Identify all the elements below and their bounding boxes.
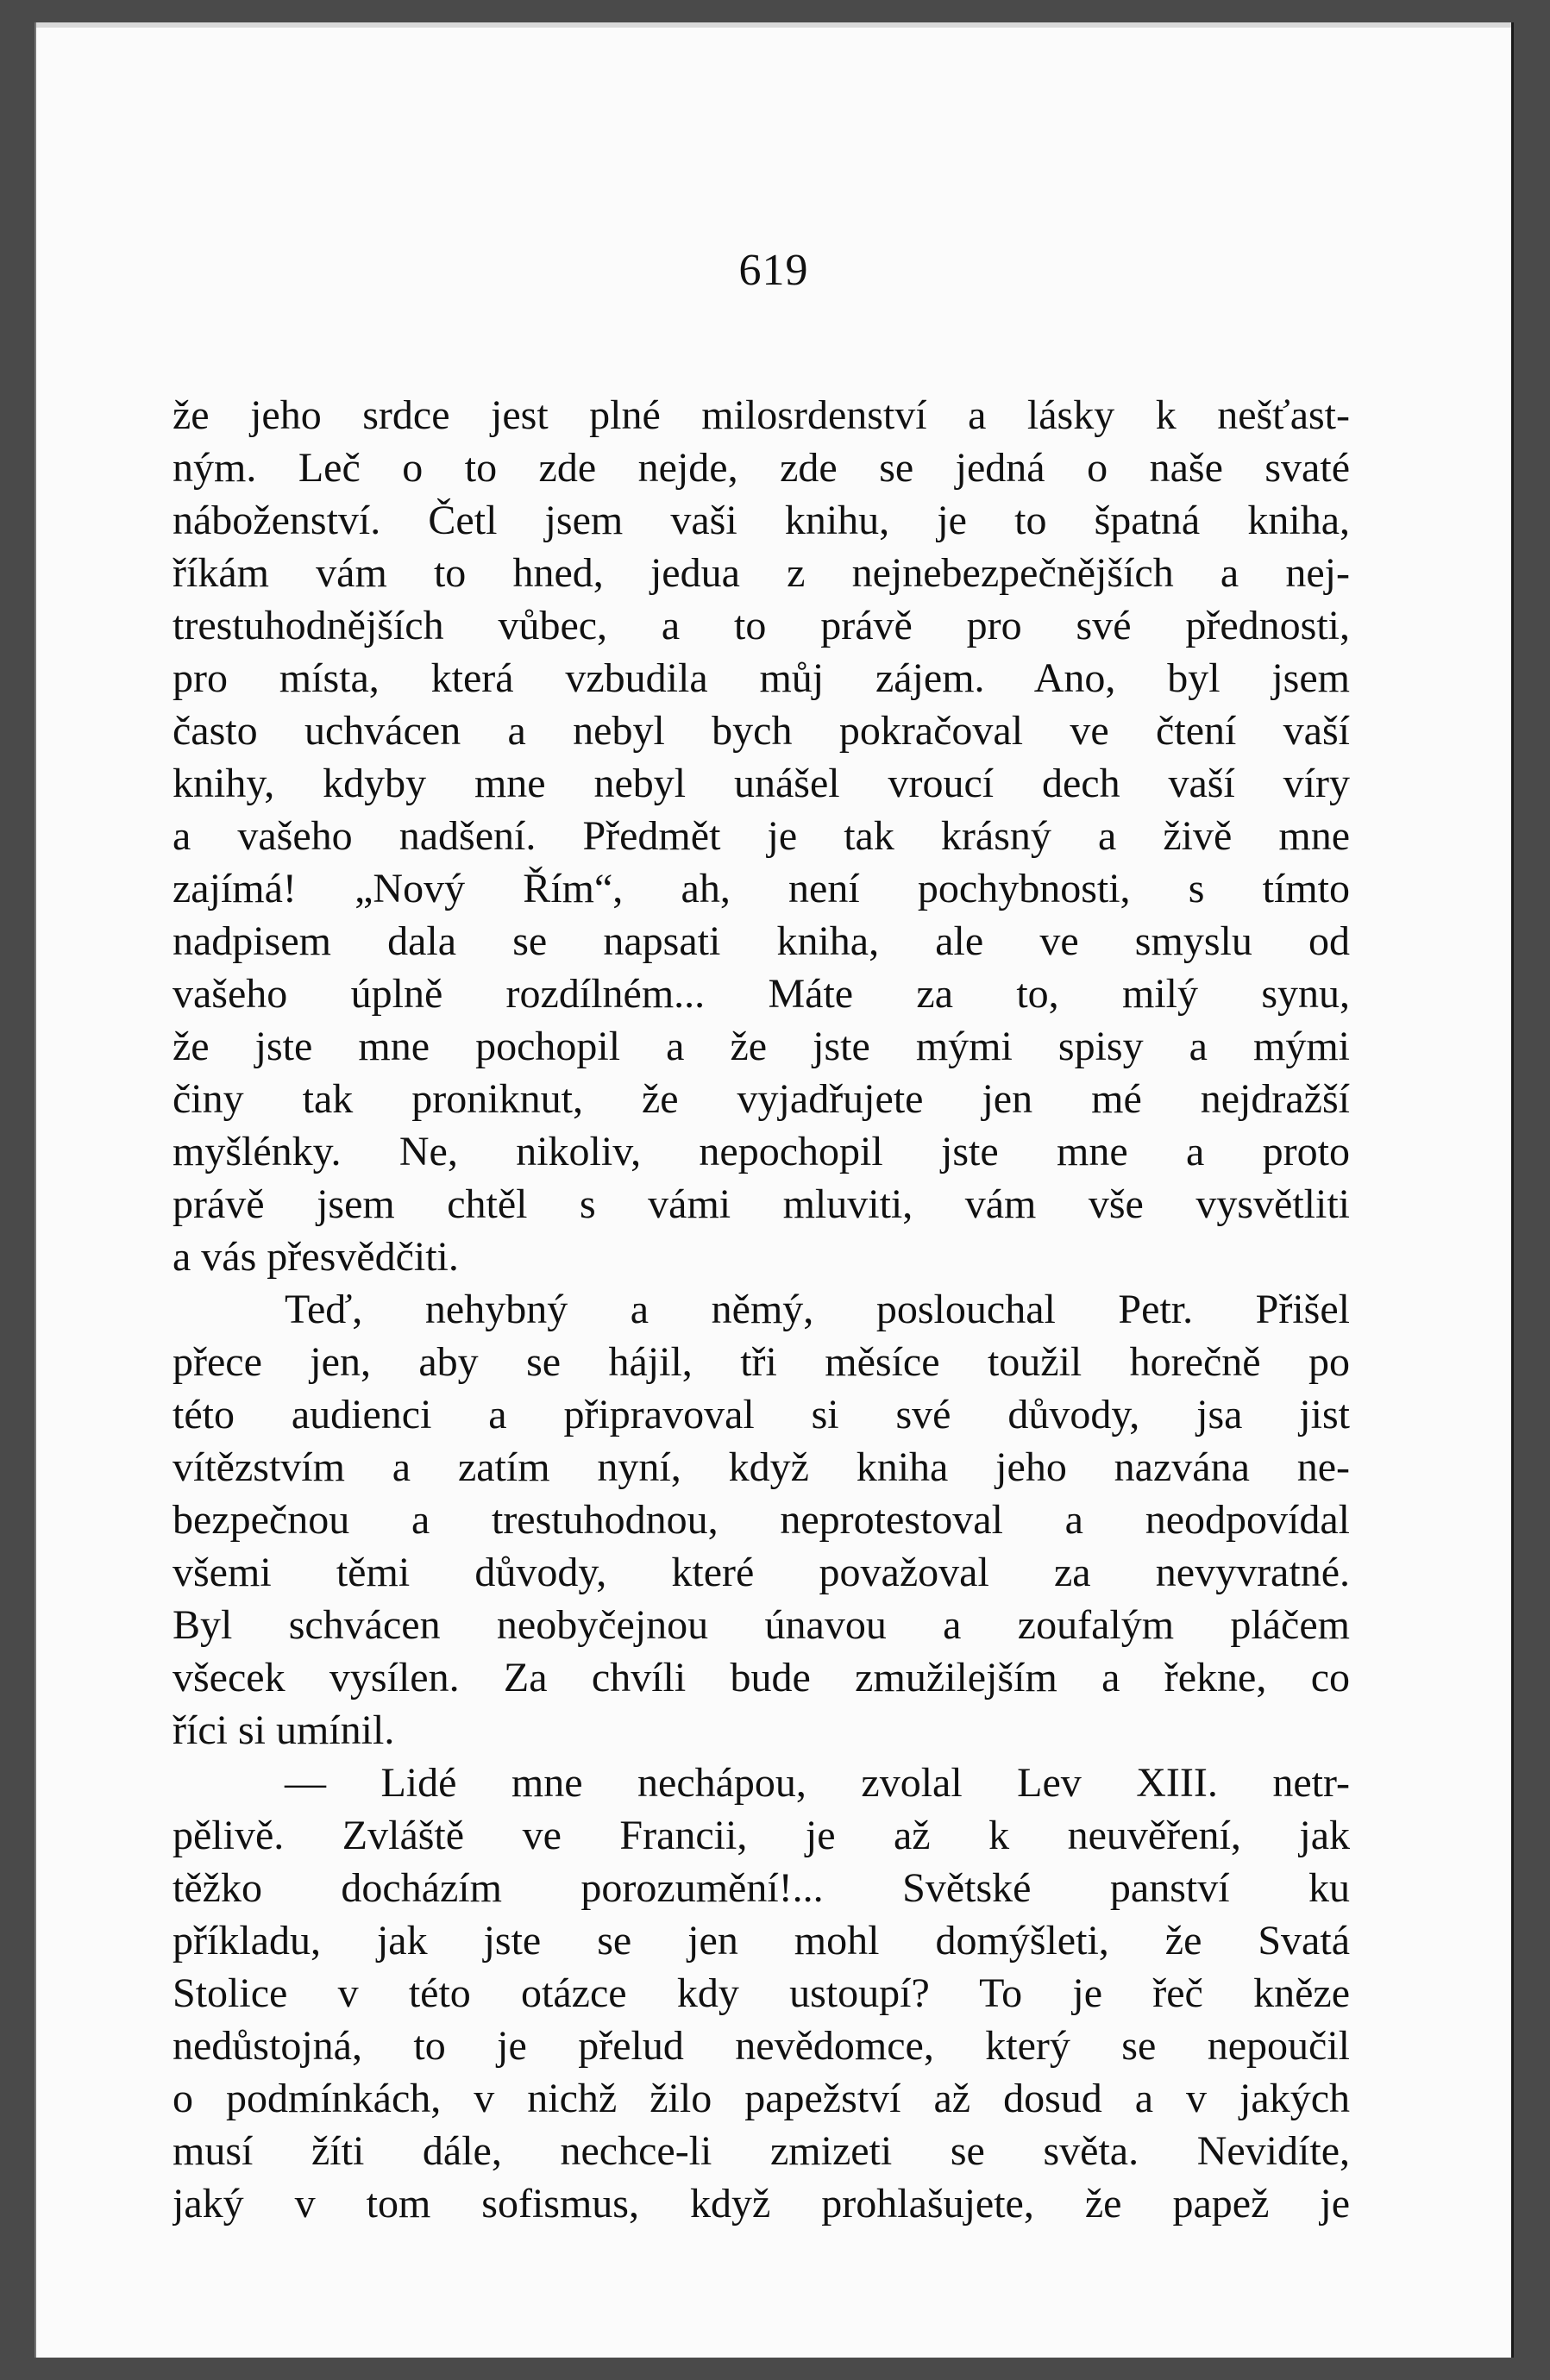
book-page [35, 22, 1514, 2358]
text-line: říci si umínil. [173, 1707, 395, 1753]
text-line: těžko docházím porozumění!... Světské panství ku [173, 1865, 1350, 1911]
text-line: této audienci a připravoval si své důvody, jsa jist [173, 1392, 1350, 1437]
text-line: říkám vám to hned, jedua z nejnebezpečnějších a nej- [173, 550, 1350, 596]
text-line: Byl schvácen neobyčejnou únavou a zoufalým pláčem [173, 1602, 1350, 1648]
text-line: — Lidé mne nechápou, zvolal Lev XIII. netr- [285, 1760, 1350, 1806]
text-line: přece jen, aby se hájil, tři měsíce toužil horečně po [173, 1339, 1350, 1385]
text-line: a vašeho nadšení. Předmět je tak krásný a živě mne [173, 813, 1350, 859]
text-line: musí žíti dále, nechce-li zmizeti se světa. Nevidíte, [173, 2128, 1350, 2174]
page-top-edge [36, 22, 1511, 28]
text-line: nedůstojná, to je přelud nevědomce, který se nepoučil [173, 2023, 1350, 2069]
text-line: právě jsem chtěl s vámi mluviti, vám vše vysvětliti [173, 1181, 1350, 1227]
text-line: pělivě. Zvláště ve Francii, je až k neuvěření, jak [173, 1813, 1350, 1858]
text-line: že jeho srdce jest plné milosrdenství a lásky k nešťast- [173, 392, 1350, 438]
text-line: myšlénky. Ne, nikoliv, nepochopil jste mne a proto [173, 1129, 1350, 1174]
text-line: o podmínkách, v nichž žilo papežství až dosud a v jakých [173, 2076, 1350, 2121]
text-line: často uchvácen a nebyl bych pokračoval ve čtení vaší [173, 708, 1350, 754]
text-line: jaký v tom sofismus, když prohlašujete, že papež je [173, 2181, 1350, 2227]
page-number: 619 [738, 246, 809, 295]
text-line: příkladu, jak jste se jen mohl domýšleti, že Svatá [173, 1918, 1350, 1964]
text-line: Teď, nehybný a němý, poslouchal Petr. Přišel [285, 1287, 1350, 1332]
text-line: trestuhodnějších vůbec, a to právě pro své přednosti, [173, 603, 1350, 648]
text-line: pro místa, která vzbudila můj zájem. Ano, byl jsem [173, 655, 1350, 701]
text-line: vašeho úplně rozdílném... Máte za to, milý synu, [173, 971, 1350, 1017]
body-text [173, 389, 1350, 2230]
text-line: náboženství. Četl jsem vaši knihu, je to špatná kniha, [173, 498, 1350, 543]
text-line: a vás přesvědčiti. [173, 1234, 459, 1280]
text-line: zajímá! „Nový Řím“, ah, není pochybnosti, s tímto [173, 866, 1350, 911]
text-line: knihy, kdyby mne nebyl unášel vroucí dech vaší víry [173, 761, 1350, 806]
text-line: činy tak proniknut, že vyjadřujete jen mé nejdražší [173, 1076, 1350, 1122]
text-line: Stolice v této otázce kdy ustoupí? To je řeč kněze [173, 1970, 1350, 2016]
text-line: ným. Leč o to zde nejde, zde se jedná o naše svaté [173, 445, 1350, 491]
text-line: bezpečnou a trestuhodnou, neprotestoval a neodpovídal [173, 1497, 1350, 1543]
text-line: všecek vysílen. Za chvíli bude zmužilejším a řekne, co [173, 1655, 1350, 1700]
text-line: nadpisem dala se napsati kniha, ale ve smyslu od [173, 918, 1350, 964]
text-line: že jste mne pochopil a že jste mými spisy a mými [173, 1024, 1350, 1069]
text-line: všemi těmi důvody, které považoval za nevyvratné. [173, 1550, 1350, 1595]
text-line: vítězstvím a zatím nyní, když kniha jeho nazvána ne- [173, 1444, 1350, 1490]
